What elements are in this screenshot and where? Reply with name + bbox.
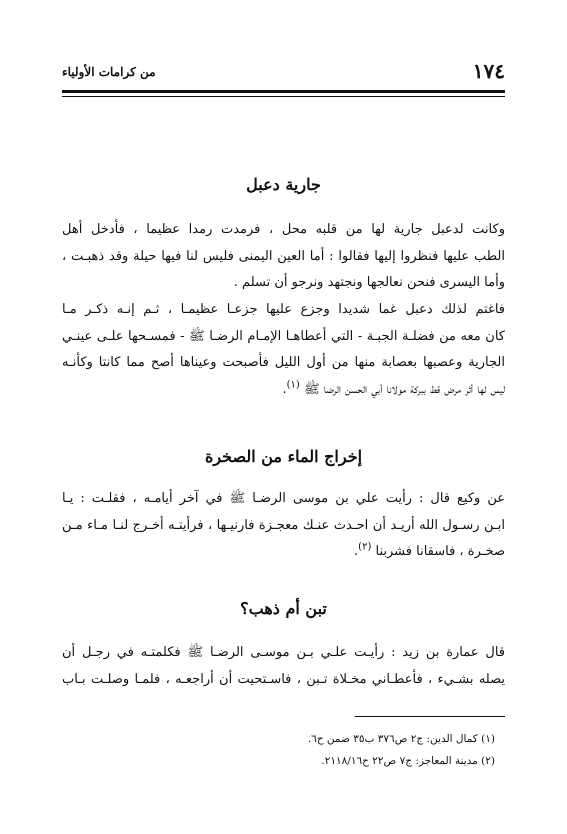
text-line: كان معه من فضلـة الجبـة - التي أعطاهـا الإمـام الرضـا ﷺ - فمسـحها علـى عينـي — [62, 328, 505, 344]
text-line: الجارية وعصبها بعصابة منها من أول الليل فأصبحت وعيناها أصح مما كانتا وكأنـه — [62, 355, 505, 370]
text-line: عن وكيع قال : رأيت علي بن موسى الرضـا ﷺ في آخر أيامـه ، فقلـت : يـا — [62, 491, 505, 506]
line-ending: . — [282, 381, 287, 397]
text-line: وأما اليسرى فنحن نعالجها ونجتهد ونرجو أن تسلم . — [233, 275, 505, 290]
footnote-ref-1[interactable]: (١) — [286, 379, 300, 391]
paragraph-dibil-1 — [62, 217, 505, 297]
footnote-rule — [355, 716, 505, 717]
paragraph-water — [62, 486, 505, 566]
page-number: ١٧٤ — [472, 59, 505, 83]
paragraph-straw — [62, 640, 505, 693]
paragraph-dibil-2 — [62, 297, 505, 403]
footnote-1: (١) كمال الدين: ج٢ ص٣٧٦ ب٣٥ ضمن ح٦. — [307, 733, 495, 745]
header-rule-thin — [62, 96, 505, 97]
text-line: فاغتم لذلك دعبل غما شديدا وجزع عليها جزعـا عظيمـا ، ثـم إنـه ذكـر مـا — [62, 302, 505, 317]
text-line: قال عمارة بن زيد : رأيـت علـي بـن موسـى الرضـا ﷺ فكلمتـه في رجـل أن — [62, 645, 505, 660]
text-line — [62, 377, 505, 404]
text-line-content: صخـرة ، فاسقانا فشربنا — [375, 544, 505, 559]
section-heading-straw-or-gold: تبن أم ذهب؟ — [240, 599, 327, 618]
text-line: ابـن رسـول الله أريـد أن احـدث عنـك معجـزة فارنيـها ، فرأيتـه أخـرج لنـا مـاء مـن — [62, 517, 505, 533]
section-heading-water-from-rock: إخراج الماء من الصخرة — [204, 447, 363, 466]
text-line: وكانت لدعبل جارية لها من قلبه محل ، فرمدت رمدا عظيما ، فأدخل أهل — [62, 222, 505, 237]
footnote-ref-2[interactable]: (٢) — [358, 541, 372, 553]
text-line-content: ليس لها أثر مرض قط ببركة مولانا أبي الحسن الرضا ﷺ — [303, 381, 505, 397]
footnote-2: (٢) مدينة المعاجز: ج٧ ص٢٢ ح٢١١٨/١٦. — [321, 755, 495, 767]
text-line: يصله بشـيء ، فأعطـاني مخـلاة تـبن ، فاسـتحيت أن أراجعـه ، فلمـا وصلـت بـاب — [62, 671, 505, 687]
text-line — [62, 539, 505, 566]
section-heading-jariya-dibil: جارية دعبل — [246, 175, 321, 194]
text-line: الطب عليها فنظروا إليها فقالوا : أما العين اليمنى فليس لنا فيها حيلة وقد ذهبـت ، — [62, 248, 505, 264]
line-ending: . — [354, 544, 359, 559]
header-rule-thick — [62, 90, 505, 93]
book-title: من كرامات الأولياء — [62, 65, 156, 79]
footnotes — [62, 728, 495, 772]
running-header — [62, 60, 505, 86]
